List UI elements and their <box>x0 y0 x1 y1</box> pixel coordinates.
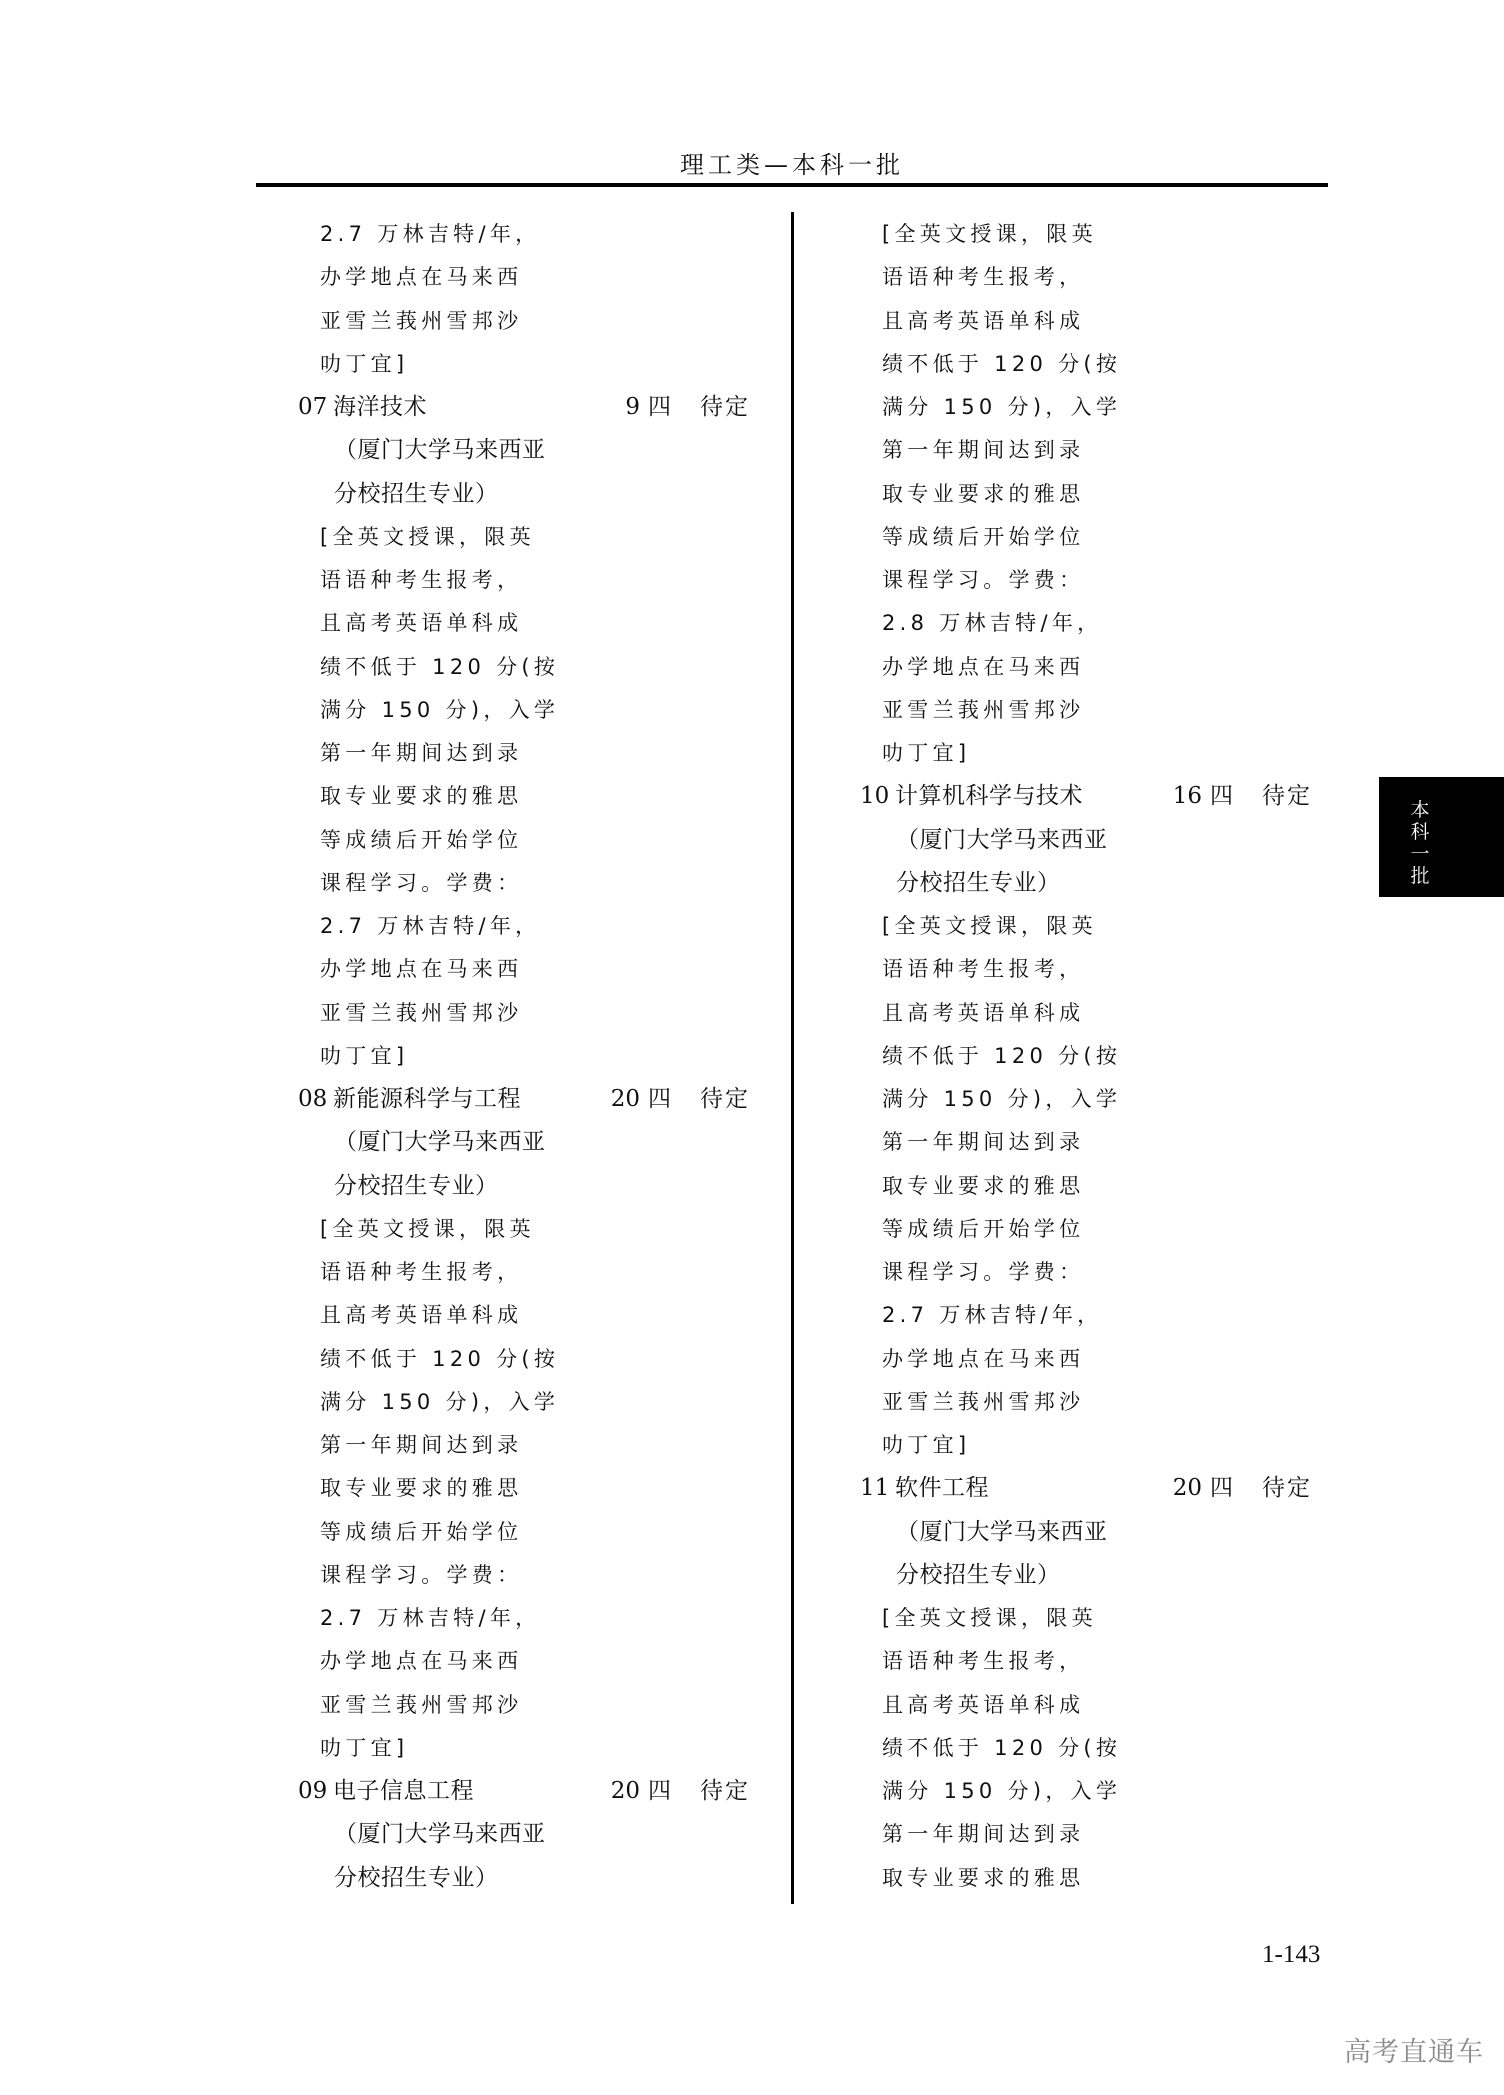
major-detail-line: 课程学习。学费： <box>320 870 523 895</box>
enrollment-count: 20 <box>610 1778 640 1804</box>
major-code: 08 <box>298 1086 328 1112</box>
section-side-tab <box>1379 777 1504 897</box>
tuition-status: 待定 <box>1262 1475 1312 1502</box>
major-name: 新能源科学与工程 <box>333 1086 521 1112</box>
major-detail-line: 绩不低于 120 分(按 <box>882 1043 1122 1068</box>
major-code: 10 <box>860 783 890 810</box>
major-detail-line: [全英文授课，限英 <box>882 222 1097 246</box>
major-detail-line: 办学地点在马来西 <box>882 654 1085 679</box>
study-years: 四 <box>648 394 671 420</box>
column-divider <box>791 212 794 1904</box>
major-detail-line: [全英文授课，限英 <box>882 1606 1097 1630</box>
major-campus-note: 分校招生专业） <box>896 1561 1061 1588</box>
major-detail-line: 语语种考生报考， <box>882 265 1085 290</box>
major-campus-note: （厦门大学马来西亚 <box>334 1129 546 1156</box>
major-detail-line: 2.7 万林吉特/年， <box>882 1303 1103 1328</box>
study-years: 四 <box>1210 1475 1233 1502</box>
left-column <box>298 213 778 1900</box>
major-detail-line: 取专业要求的雅思 <box>882 1173 1085 1198</box>
major-detail-line: [全英文授课，限英 <box>320 524 535 549</box>
major-detail-line: 课程学习。学费： <box>882 568 1085 592</box>
major-code: 11 <box>860 1475 890 1502</box>
major-detail-line: [全英文授课，限英 <box>320 1216 535 1241</box>
major-detail-line: 亚雪兰莪州雪邦沙 <box>882 1389 1085 1414</box>
major-detail-line: 亚雪兰莪州雪邦沙 <box>320 1692 523 1717</box>
major-detail-line: 2.8 万林吉特/年， <box>882 611 1103 636</box>
tuition-status: 待定 <box>700 1086 750 1112</box>
major-detail-line: 且高考英语单科成 <box>320 1303 523 1328</box>
major-detail-line: 课程学习。学费： <box>320 1562 523 1587</box>
major-campus-note: 分校招生专业） <box>334 1864 499 1891</box>
tuition-status: 待定 <box>1262 783 1312 810</box>
major-detail-line: 取专业要求的雅思 <box>320 784 523 809</box>
major-detail-line: 亚雪兰莪州雪邦沙 <box>320 1000 523 1025</box>
side-tab-char: 批 <box>1410 865 1430 887</box>
major-detail-line: 叻丁宜] <box>320 1735 409 1760</box>
enrollment-count: 20 <box>610 1086 640 1112</box>
major-detail-line: 办学地点在马来西 <box>320 1649 523 1674</box>
major-detail-line: 语语种考生报考， <box>320 1260 523 1284</box>
major-detail-line: 满分 150 分)，入学 <box>320 697 560 722</box>
major-campus-note: 分校招生专业） <box>334 480 499 507</box>
tuition-status: 待定 <box>700 1778 750 1804</box>
major-detail-line: 2.7 万林吉特/年， <box>320 222 541 246</box>
major-detail-line: 满分 150 分)，入学 <box>320 1389 560 1414</box>
major-detail-line: [全英文授课，限英 <box>882 914 1097 938</box>
major-campus-note: （厦门大学马来西亚 <box>334 1821 546 1848</box>
major-detail-line: 等成绩后开始学位 <box>882 1216 1085 1241</box>
enrollment-count: 16 <box>1172 783 1202 810</box>
major-campus-note: （厦门大学马来西亚 <box>896 826 1108 853</box>
major-name: 电子信息工程 <box>333 1778 474 1804</box>
study-years: 四 <box>1210 783 1233 810</box>
major-detail-line: 语语种考生报考， <box>320 568 523 592</box>
major-campus-note: （厦门大学马来西亚 <box>896 1518 1108 1545</box>
major-entry-row <box>860 1467 1340 1510</box>
major-detail-line: 满分 150 分)，入学 <box>882 1779 1122 1803</box>
major-detail-line: 亚雪兰莪州雪邦沙 <box>882 697 1085 722</box>
major-campus-note: 分校招生专业） <box>334 1172 499 1199</box>
major-detail-line: 办学地点在马来西 <box>320 957 523 982</box>
enrollment-count: 9 <box>625 394 640 420</box>
major-entry-row <box>298 1770 778 1813</box>
major-detail-line: 取专业要求的雅思 <box>882 1865 1085 1890</box>
major-entry-row <box>298 386 778 429</box>
major-name: 软件工程 <box>895 1475 989 1502</box>
major-entry-row <box>860 775 1340 818</box>
major-detail-line: 2.7 万林吉特/年， <box>320 914 541 938</box>
major-detail-line: 且高考英语单科成 <box>882 1692 1085 1717</box>
major-detail-line: 绩不低于 120 分(按 <box>882 1735 1122 1760</box>
major-detail-line: 满分 150 分)，入学 <box>882 395 1122 419</box>
major-detail-line: 亚雪兰莪州雪邦沙 <box>320 308 523 333</box>
major-detail-line: 第一年期间达到录 <box>320 741 523 765</box>
major-detail-line: 且高考英语单科成 <box>882 1000 1085 1025</box>
major-entry-row <box>298 1078 778 1121</box>
side-tab-char: 科 <box>1410 821 1430 843</box>
major-campus-note: （厦门大学马来西亚 <box>334 437 546 464</box>
major-detail-line: 叻丁宜] <box>882 1433 971 1457</box>
major-detail-line: 办学地点在马来西 <box>882 1346 1085 1371</box>
major-detail-line: 第一年期间达到录 <box>882 1822 1085 1847</box>
major-detail-line: 取专业要求的雅思 <box>320 1476 523 1501</box>
major-name: 计算机科学与技术 <box>895 783 1083 810</box>
study-years: 四 <box>648 1778 671 1804</box>
major-detail-line: 叻丁宜] <box>882 741 971 765</box>
page-number: 1-143 <box>1262 1941 1321 1968</box>
watermark: 高考直通车 <box>1344 2037 1484 2068</box>
tuition-status: 待定 <box>700 394 750 420</box>
enrollment-count: 20 <box>1172 1475 1202 1502</box>
study-years: 四 <box>648 1086 671 1112</box>
major-detail-line: 办学地点在马来西 <box>320 265 523 290</box>
side-tab-char: 本 <box>1410 799 1430 821</box>
major-detail-line: 取专业要求的雅思 <box>882 481 1085 506</box>
major-detail-line: 绩不低于 120 分(按 <box>320 1346 560 1371</box>
major-detail-line: 课程学习。学费： <box>882 1260 1085 1284</box>
major-detail-line: 满分 150 分)，入学 <box>882 1087 1122 1111</box>
major-detail-line: 叻丁宜] <box>320 1043 409 1068</box>
major-code: 07 <box>298 394 328 420</box>
major-name: 海洋技术 <box>333 394 427 420</box>
major-detail-line: 语语种考生报考， <box>882 1649 1085 1674</box>
major-detail-line: 绩不低于 120 分(按 <box>320 654 560 679</box>
major-detail-line: 第一年期间达到录 <box>320 1433 523 1457</box>
major-detail-line: 第一年期间达到录 <box>882 1130 1085 1155</box>
running-header-title: 理工类—本科一批 <box>680 151 904 179</box>
major-detail-line: 且高考英语单科成 <box>882 308 1085 333</box>
major-detail-line: 等成绩后开始学位 <box>882 524 1085 549</box>
side-tab-label <box>1409 799 1431 887</box>
major-detail-line: 且高考英语单科成 <box>320 611 523 636</box>
header-rule <box>256 183 1328 187</box>
right-column <box>860 213 1340 1900</box>
side-tab-char: 一 <box>1410 843 1430 865</box>
major-detail-line: 第一年期间达到录 <box>882 438 1085 463</box>
major-detail-line: 等成绩后开始学位 <box>320 827 523 852</box>
major-detail-line: 等成绩后开始学位 <box>320 1519 523 1544</box>
major-detail-line: 2.7 万林吉特/年， <box>320 1606 541 1630</box>
major-detail-line: 叻丁宜] <box>320 351 409 376</box>
major-code: 09 <box>298 1778 328 1804</box>
major-campus-note: 分校招生专业） <box>896 869 1061 896</box>
major-detail-line: 语语种考生报考， <box>882 957 1085 982</box>
major-detail-line: 绩不低于 120 分(按 <box>882 351 1122 376</box>
